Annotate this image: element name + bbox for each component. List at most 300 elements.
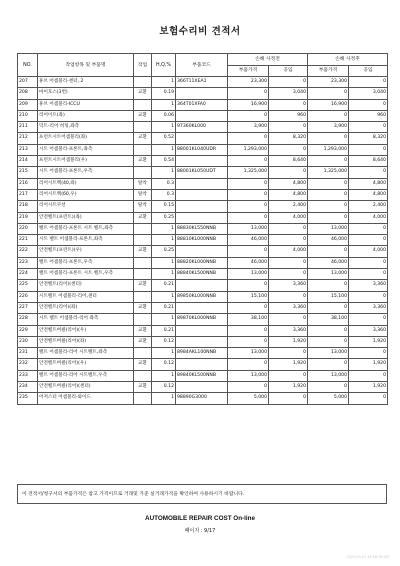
cell-item: 덕트-리어 히팅,좌측 [38, 122, 134, 133]
cell-before-parts: 0 [228, 246, 269, 257]
cell-work: 교환 [134, 246, 152, 257]
table-row [18, 269, 388, 280]
cell-code: 98890G3000 [176, 393, 228, 404]
cell-after-parts: 0 [308, 189, 349, 200]
cell-code [176, 212, 228, 223]
cell-code: 88840KL500NNB [176, 269, 228, 280]
cell-after-parts: 5,000 [308, 393, 349, 404]
cell-no: 221 [18, 235, 38, 246]
cell-work [134, 99, 152, 110]
cell-hq: 0.3 [152, 189, 176, 200]
cell-before-parts: 46,000 [228, 257, 269, 268]
header-hq: H,Q,% [152, 54, 176, 77]
cell-work [134, 269, 152, 280]
cell-after-parts: 0 [308, 302, 349, 313]
cell-no: 209 [18, 99, 38, 110]
cell-code: 89850KL000NNB [176, 291, 228, 302]
cell-hq: 1 [152, 291, 176, 302]
cell-before-parts: 0 [228, 201, 269, 212]
cell-hq: 1 [152, 257, 176, 268]
print-timestamp: 2024-03-01 14:58:16 KST [346, 555, 390, 559]
cell-before-parts: 0 [228, 156, 269, 167]
cell-before-labor: 0 [269, 269, 308, 280]
cell-work: 교환 [134, 325, 152, 336]
cell-after-parts: 0 [308, 336, 349, 347]
cell-no: 232 [18, 359, 38, 370]
cell-work: 교환 [134, 382, 152, 393]
cell-work: 교환 [134, 133, 152, 144]
cell-before-parts: 0 [228, 359, 269, 370]
cell-before-labor: 1,920 [269, 336, 308, 347]
cell-after-parts: 0 [308, 246, 349, 257]
table-row [18, 314, 388, 325]
cell-before-parts: 0 [228, 88, 269, 99]
cell-no: 218 [18, 201, 38, 212]
cell-before-labor: 0 [269, 257, 308, 268]
cell-no: 235 [18, 393, 38, 404]
cell-after-parts: 0 [308, 382, 349, 393]
cell-no: 223 [18, 257, 38, 268]
cell-code [176, 110, 228, 121]
cell-item: 시트 어셈블리-프론트,우측 [38, 167, 134, 178]
cell-work [134, 77, 152, 88]
cell-before-labor: 4,000 [269, 212, 308, 223]
cell-before-parts: 3,900 [228, 122, 269, 133]
cell-work [134, 167, 152, 178]
header-code: 부품코드 [176, 54, 228, 77]
cell-no: 208 [18, 88, 38, 99]
cell-no: 210 [18, 110, 38, 121]
cell-hq: 0.12 [152, 359, 176, 370]
cell-work: 교환 [134, 156, 152, 167]
cell-after-labor: 4,800 [349, 178, 388, 189]
cell-hq: 0.25 [152, 246, 176, 257]
estimate-table [17, 53, 388, 405]
cell-code [176, 302, 228, 313]
cell-before-parts: 38,100 [228, 314, 269, 325]
cell-before-parts: 0 [228, 382, 269, 393]
table-row [18, 325, 388, 336]
cell-item: 벨트 어셈블리-리어 시트벨트,좌측 [38, 348, 134, 359]
cell-no: 212 [18, 133, 38, 144]
cell-after-parts: 1,293,000 [308, 144, 349, 155]
header-before-labor: 공임 [269, 66, 308, 77]
header-after-group: 손해 사정후 [308, 54, 388, 66]
table-row [18, 370, 388, 381]
cell-code: 88820KL000NNB [176, 257, 228, 268]
disclaimer-note: 이 견적서/청구서의 부품가격은 참고 가격이므로 거래및 가준 실거래가격을 확인하여 사용하시기 바랍니다. [17, 484, 387, 504]
cell-before-parts: 0 [228, 133, 269, 144]
cell-code [176, 325, 228, 336]
cell-before-parts: 1,325,000 [228, 167, 269, 178]
cell-after-labor: 0 [349, 257, 388, 268]
cell-before-labor: 0 [269, 348, 308, 359]
cell-work: 교환 [134, 336, 152, 347]
header-after-labor: 공임 [349, 66, 388, 77]
cell-after-labor: 0 [349, 314, 388, 325]
cell-code [176, 359, 228, 370]
cell-after-labor: 0 [349, 167, 388, 178]
cell-item: 시트 벨트 어셈블리-리어 좌측 [38, 314, 134, 325]
cell-hq: 0.12 [152, 336, 176, 347]
cell-code [176, 88, 228, 99]
cell-item: 프런트시트어셈블리(좌) [38, 133, 134, 144]
cell-after-parts: 0 [308, 110, 349, 121]
cell-before-labor: 0 [269, 77, 308, 88]
cell-hq: 1 [152, 314, 176, 325]
cell-no: 231 [18, 348, 38, 359]
cell-before-parts: 0 [228, 325, 269, 336]
cell-after-parts: 0 [308, 359, 349, 370]
cell-after-parts: 13,000 [308, 348, 349, 359]
cell-no: 214 [18, 156, 38, 167]
cell-code [176, 382, 228, 393]
cell-before-parts: 1,293,000 [228, 144, 269, 155]
table-row [18, 99, 388, 110]
cell-hq: 0.25 [152, 212, 176, 223]
cell-item: 휴브 어셈블리-ICCU [38, 99, 134, 110]
cell-before-parts: 0 [228, 212, 269, 223]
cell-hq: 1 [152, 269, 176, 280]
table-row [18, 201, 388, 212]
cell-before-parts: 13,000 [228, 348, 269, 359]
cell-before-labor: 0 [269, 167, 308, 178]
cell-after-parts: 0 [308, 133, 349, 144]
cell-after-labor: 0 [349, 269, 388, 280]
cell-before-labor: 1,920 [269, 382, 308, 393]
cell-code: 88001KL050UDT [176, 167, 228, 178]
cell-before-parts: 13,000 [228, 269, 269, 280]
cell-code: 88001KL040UDR [176, 144, 228, 155]
cell-before-parts: 0 [228, 302, 269, 313]
cell-work: 교환 [134, 110, 152, 121]
cell-after-parts: 1,325,000 [308, 167, 349, 178]
cell-before-labor: 0 [269, 235, 308, 246]
cell-item: 벨트 어셈블리-프론트 시트 벨트,우측 [38, 269, 134, 280]
cell-before-labor: 0 [269, 393, 308, 404]
cell-work [134, 223, 152, 234]
cell-item: 안전벨트버클(리어)(좌) [38, 336, 134, 347]
cell-before-labor: 960 [269, 110, 308, 121]
cell-item: 안전벨트(리어)(좌) [38, 302, 134, 313]
cell-code: 364T01XFA0 [176, 99, 228, 110]
cell-item: 리어시트백(60,우) [38, 189, 134, 200]
cell-no: 228 [18, 314, 38, 325]
cell-no: 224 [18, 269, 38, 280]
cell-item: 시트 벨트 어셈블리-프론트,좌측 [38, 235, 134, 246]
cell-after-labor: 2,400 [349, 201, 388, 212]
cell-item: 안전벨트버클(리어)(우) [38, 359, 134, 370]
cell-code: 89840KL500NNB [176, 370, 228, 381]
cell-after-parts: 46,000 [308, 235, 349, 246]
cell-after-labor: 0 [349, 223, 388, 234]
cell-after-parts: 0 [308, 325, 349, 336]
cell-work: 교환 [134, 212, 152, 223]
cell-item: 안전벨트버클(리어)(우) [38, 325, 134, 336]
table-row [18, 382, 388, 393]
cell-code [176, 336, 228, 347]
cell-after-labor: 0 [349, 235, 388, 246]
cell-item: 프런트시트어셈블리(우) [38, 156, 134, 167]
table-row [18, 348, 388, 359]
cell-before-labor: 1,920 [269, 359, 308, 370]
cell-code: 89870KL000NNB [176, 314, 228, 325]
cell-no: 233 [18, 370, 38, 381]
table-row [18, 223, 388, 234]
cell-work: 교환 [134, 359, 152, 370]
cell-hq: 0.06 [152, 110, 176, 121]
table-row [18, 122, 388, 133]
header-after-parts: 부품가격 [308, 66, 349, 77]
cell-no: 220 [18, 223, 38, 234]
cell-after-parts: 13,000 [308, 269, 349, 280]
cell-before-labor: 3,040 [269, 88, 308, 99]
header-work: 작업 [134, 54, 152, 77]
cell-work [134, 257, 152, 268]
cell-work: 탈착 [134, 201, 152, 212]
cell-before-labor: 8,640 [269, 156, 308, 167]
cell-after-parts: 0 [308, 280, 349, 291]
table-row [18, 280, 388, 291]
cell-no: 227 [18, 302, 38, 313]
cell-no: 207 [18, 77, 38, 88]
table-row [18, 235, 388, 246]
cell-hq: 0.21 [152, 280, 176, 291]
cell-before-labor: 0 [269, 370, 308, 381]
cell-before-parts: 0 [228, 110, 269, 121]
cell-code [176, 156, 228, 167]
cell-before-parts: 0 [228, 189, 269, 200]
table-body [18, 77, 388, 405]
cell-after-labor: 4,000 [349, 212, 388, 223]
cell-before-parts: 46,000 [228, 235, 269, 246]
cell-no: 215 [18, 167, 38, 178]
cell-after-parts: 16,900 [308, 99, 349, 110]
cell-after-labor: 8,640 [349, 156, 388, 167]
cell-after-parts: 0 [308, 201, 349, 212]
table-row [18, 77, 388, 88]
cell-after-parts: 15,100 [308, 291, 349, 302]
table-row [18, 359, 388, 370]
cell-before-labor: 3,360 [269, 280, 308, 291]
cell-after-labor: 0 [349, 348, 388, 359]
cell-no: 219 [18, 212, 38, 223]
table-row [18, 246, 388, 257]
cell-hq: 1 [152, 223, 176, 234]
cell-work [134, 291, 152, 302]
cell-before-parts: 0 [228, 280, 269, 291]
cell-no: 213 [18, 144, 38, 155]
cell-item: 안전벨트버클(리어)(센터) [38, 382, 134, 393]
cell-code [176, 201, 228, 212]
cell-work [134, 393, 152, 404]
cell-no: 217 [18, 189, 38, 200]
cell-after-parts: 0 [308, 212, 349, 223]
table-row [18, 88, 388, 99]
cell-work: 교환 [134, 302, 152, 313]
cell-after-labor: 3,040 [349, 88, 388, 99]
cell-after-parts: 0 [308, 178, 349, 189]
table-row [18, 110, 388, 121]
table-row [18, 178, 388, 189]
cell-after-labor: 3,360 [349, 302, 388, 313]
cell-before-labor: 3,360 [269, 325, 308, 336]
table-row [18, 336, 388, 347]
cell-before-labor: 0 [269, 223, 308, 234]
cell-code: 97360KL000 [176, 122, 228, 133]
cell-item: 안전벨트(리어)(센터) [38, 280, 134, 291]
cell-after-labor: 0 [349, 122, 388, 133]
header-before-parts: 부품가격 [228, 66, 269, 77]
cell-hq: 0.12 [152, 382, 176, 393]
cell-code: 8984AKL100NNB [176, 348, 228, 359]
cell-no: 225 [18, 280, 38, 291]
cell-before-parts: 13,000 [228, 223, 269, 234]
cell-code [176, 133, 228, 144]
table-row [18, 144, 388, 155]
cell-work [134, 235, 152, 246]
cell-after-labor: 4,000 [349, 246, 388, 257]
cell-hq: 0.19 [152, 88, 176, 99]
cell-after-labor: 3,360 [349, 280, 388, 291]
table-row [18, 393, 388, 404]
cell-work [134, 370, 152, 381]
cell-hq: 0.3 [152, 178, 176, 189]
cell-item: 리어시트백(40,좌) [38, 178, 134, 189]
cell-no: 216 [18, 178, 38, 189]
cell-after-parts: 13,000 [308, 223, 349, 234]
cell-hq: 1 [152, 167, 176, 178]
header-row-group [18, 54, 388, 66]
table-row [18, 156, 388, 167]
cell-work [134, 348, 152, 359]
cell-after-parts: 46,000 [308, 257, 349, 268]
cell-no: 229 [18, 325, 38, 336]
cell-before-parts: 13,000 [228, 370, 269, 381]
cell-item: 벨트 어셈블리-프론트,우측 [38, 257, 134, 268]
cell-item: 벨트 어셈블리-프론트 시트 벨트,좌측 [38, 223, 134, 234]
table-row [18, 133, 388, 144]
cell-code [176, 246, 228, 257]
cell-no: 211 [18, 122, 38, 133]
cell-after-labor: 0 [349, 99, 388, 110]
cell-after-parts: 23,300 [308, 77, 349, 88]
table-row [18, 257, 388, 268]
cell-hq: 1 [152, 235, 176, 246]
cell-after-parts: 0 [308, 156, 349, 167]
cell-after-parts: 13,000 [308, 370, 349, 381]
cell-after-parts: 3,900 [308, 122, 349, 133]
cell-work [134, 122, 152, 133]
cell-code: 88810KL000NNB [176, 235, 228, 246]
cell-before-parts: 23,300 [228, 77, 269, 88]
cell-after-labor: 0 [349, 393, 388, 404]
cell-code [176, 178, 228, 189]
cell-after-labor: 3,360 [349, 325, 388, 336]
cell-code: 366T11XEA1 [176, 77, 228, 88]
cell-after-parts: 38,100 [308, 314, 349, 325]
cell-item: 리어시트쿠션 [38, 201, 134, 212]
header-no: NO. [18, 54, 38, 77]
footer-title: AUTOMOBILE REPAIR COST On-line [145, 515, 255, 522]
cell-before-labor: 3,360 [269, 302, 308, 313]
header-before-group: 손해 사정전 [228, 54, 308, 66]
cell-code [176, 280, 228, 291]
cell-item: 안전벨트(프런트)(우) [38, 246, 134, 257]
cell-item: 시트벨트 어셈블리-리어,센터 [38, 291, 134, 302]
cell-after-labor: 0 [349, 291, 388, 302]
cell-after-labor: 0 [349, 77, 388, 88]
cell-no: 222 [18, 246, 38, 257]
cell-hq: 1 [152, 122, 176, 133]
cell-after-labor: 1,920 [349, 382, 388, 393]
cell-item: 안전벨트(프런트)(좌) [38, 212, 134, 223]
cell-before-parts: 15,100 [228, 291, 269, 302]
cell-item: 마이호스(3번) [38, 88, 134, 99]
cell-hq: 1 [152, 393, 176, 404]
cell-no: 226 [18, 291, 38, 302]
cell-before-labor: 4,000 [269, 246, 308, 257]
cell-after-labor: 0 [349, 144, 388, 155]
cell-work: 탈착 [134, 178, 152, 189]
cell-after-labor: 1,920 [349, 359, 388, 370]
table-row [18, 167, 388, 178]
cell-after-labor: 0 [349, 370, 388, 381]
cell-after-labor: 960 [349, 110, 388, 121]
cell-before-labor: 0 [269, 144, 308, 155]
cell-hq: 0.54 [152, 156, 176, 167]
cell-item: 어저스터 어셈블리-와이드 [38, 393, 134, 404]
cell-work [134, 144, 152, 155]
cell-before-labor: 0 [269, 314, 308, 325]
table-row [18, 212, 388, 223]
cell-item: 벨트 어셈블리-리어 시트벨트,우측 [38, 370, 134, 381]
page-number: 페이지 : 9/17 [184, 528, 216, 534]
cell-before-labor: 4,800 [269, 189, 308, 200]
cell-before-labor: 4,800 [269, 178, 308, 189]
cell-before-parts: 0 [228, 336, 269, 347]
table-row [18, 189, 388, 200]
cell-item: 시트 어셈블리-프론트,좌측 [38, 144, 134, 155]
cell-hq: 0.52 [152, 133, 176, 144]
cell-hq: 0.21 [152, 325, 176, 336]
table-row [18, 291, 388, 302]
header-item: 작업항목 및 부품명 [38, 54, 134, 77]
cell-hq: 0.21 [152, 302, 176, 313]
cell-before-labor: 8,320 [269, 133, 308, 144]
cell-hq: 1 [152, 77, 176, 88]
cell-code: 88830KL550NNB [176, 223, 228, 234]
document-title: 보험수리비 견적서 [159, 26, 241, 37]
cell-before-parts: 0 [228, 178, 269, 189]
cell-work: 교환 [134, 280, 152, 291]
cell-no: 234 [18, 382, 38, 393]
cell-item: 휴브 어셈블리-센터, 2 [38, 77, 134, 88]
cell-after-labor: 4,800 [349, 189, 388, 200]
cell-after-parts: 0 [308, 88, 349, 99]
cell-hq: 1 [152, 370, 176, 381]
cell-before-labor: 0 [269, 99, 308, 110]
cell-after-labor: 1,920 [349, 336, 388, 347]
cell-before-labor: 2,400 [269, 201, 308, 212]
cell-work: 탈착 [134, 189, 152, 200]
cell-before-parts: 16,900 [228, 99, 269, 110]
cell-work [134, 314, 152, 325]
cell-no: 230 [18, 336, 38, 347]
table-row [18, 302, 388, 313]
cell-hq: 1 [152, 99, 176, 110]
cell-hq: 0.15 [152, 201, 176, 212]
